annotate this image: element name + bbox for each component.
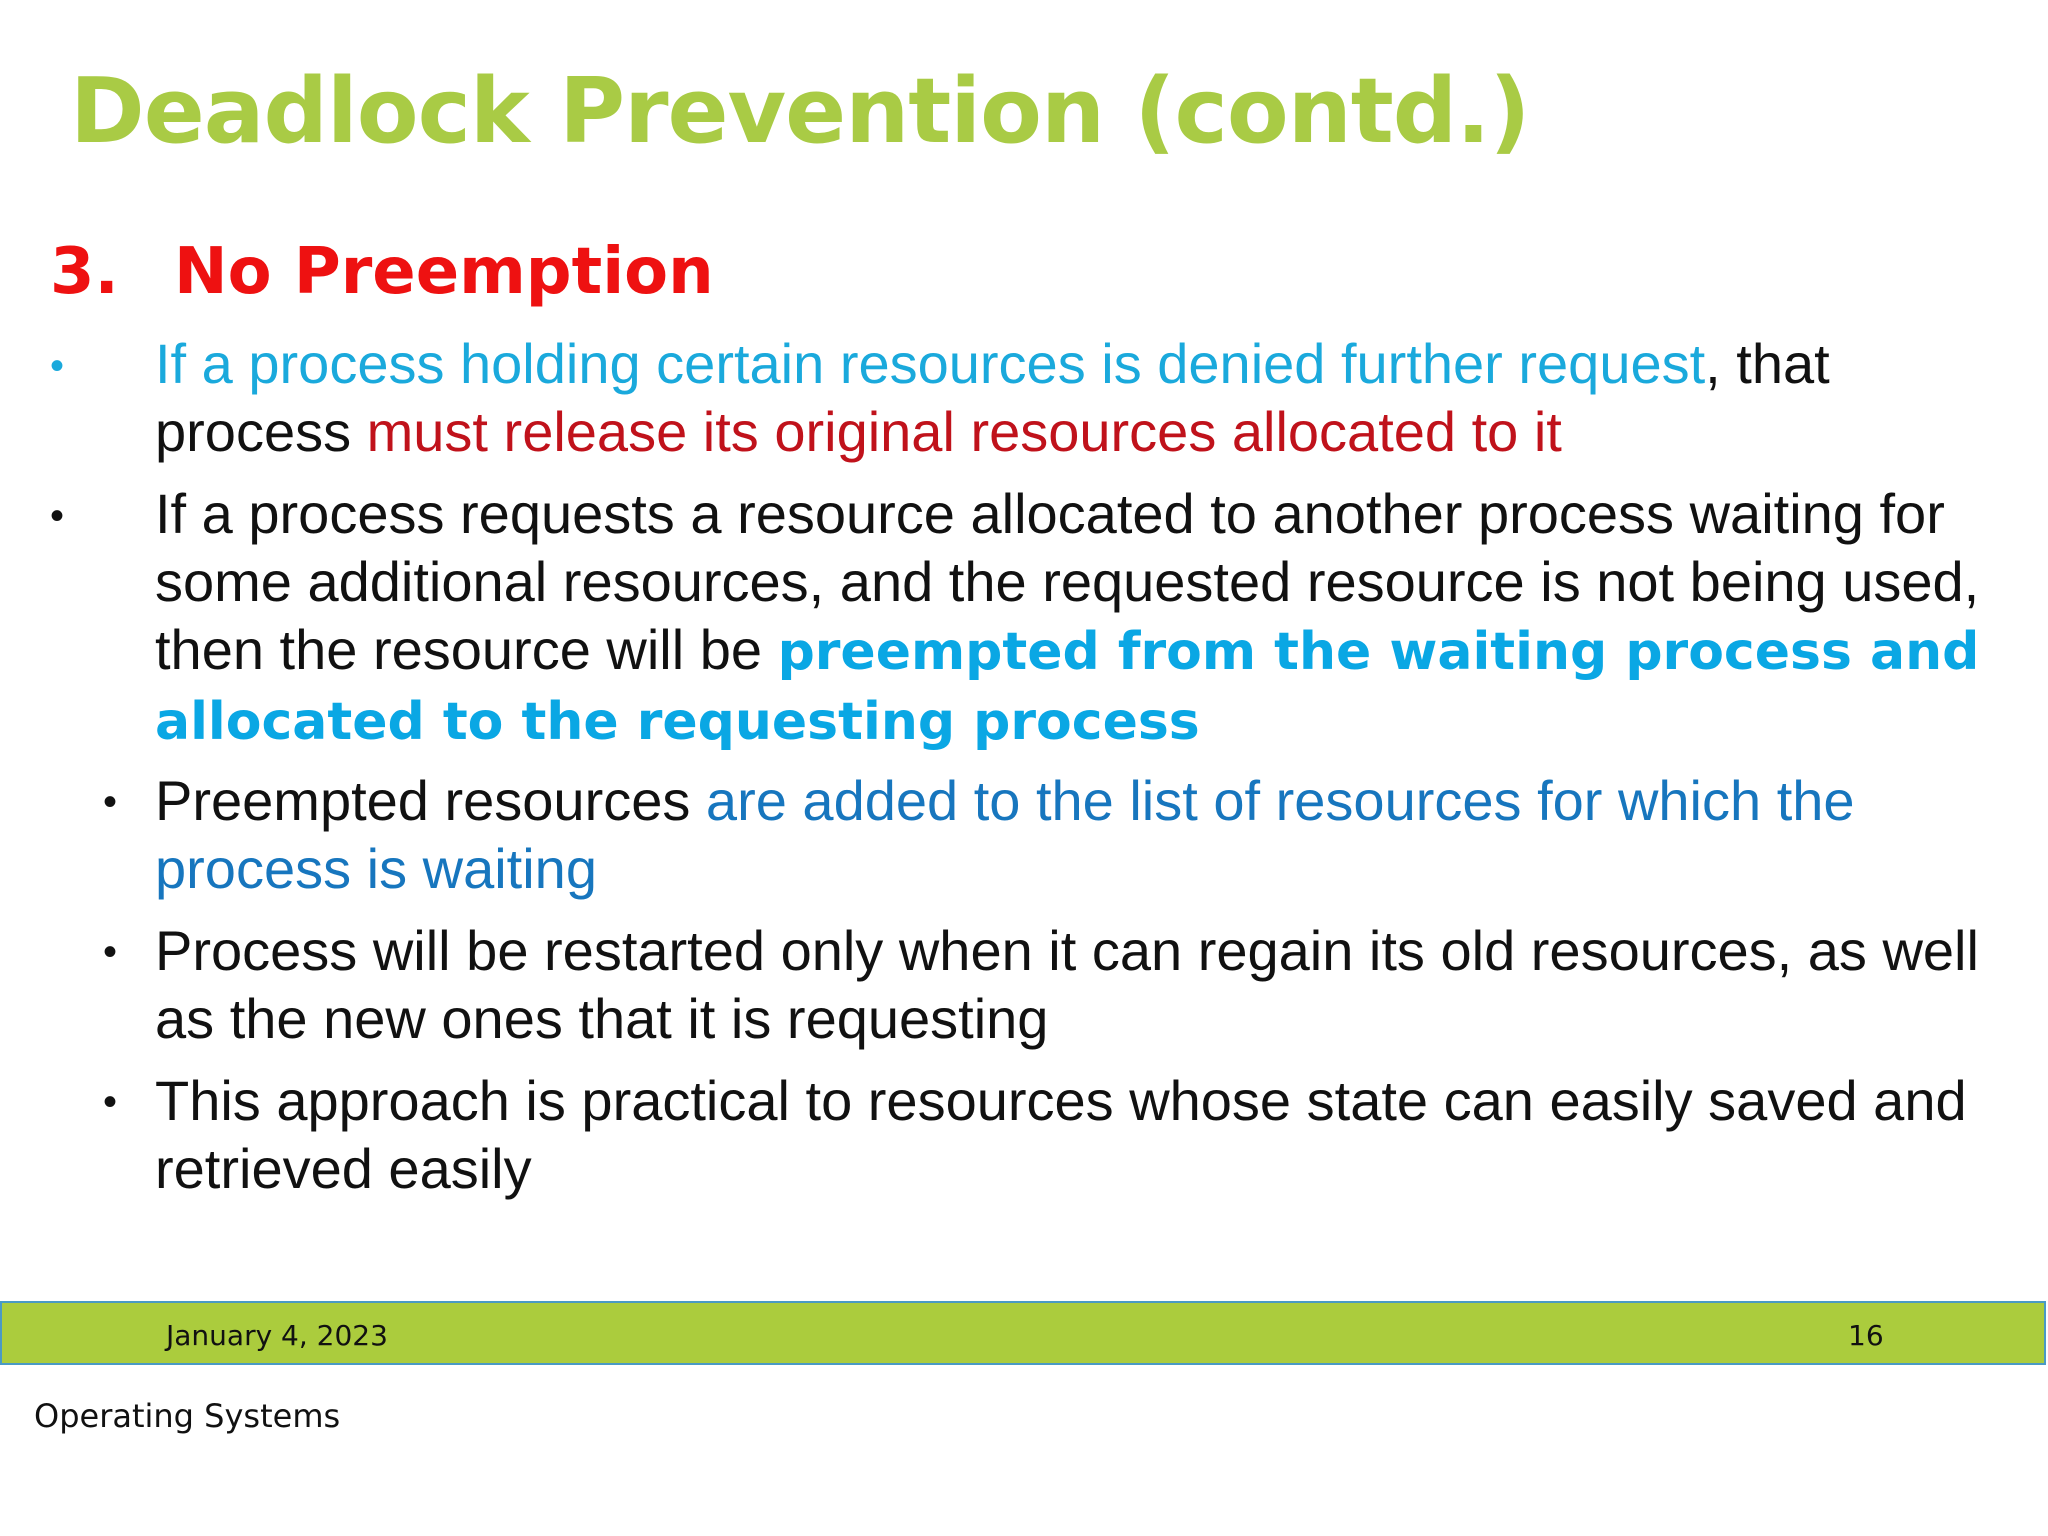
sub-bullet-item-1	[155, 767, 2005, 903]
bullet-item-2	[155, 480, 2015, 756]
bullet-marker-1: •	[50, 344, 65, 388]
bullet-1-highlight: If a process holding certain resources is denied further request	[155, 332, 1706, 395]
sub-bullet-marker-3: •	[103, 1080, 118, 1124]
bullet-2-plain: If a process requests a resource allocated to another process waiting for some additional resources, and the requested resource is not being used, then the resource will be	[155, 482, 1980, 681]
sub-bullet-item-2: Process will be restarted only when it can regain its old resources, as well as the new ones that it is requesting	[155, 919, 1979, 1050]
slide-title: Deadlock Prevention (contd.)	[70, 59, 1530, 164]
section-title: No Preemption	[174, 235, 714, 309]
sub-bullet-marker-2: •	[103, 930, 118, 974]
footer-date: January 4, 2023	[166, 1319, 388, 1352]
course-name: Operating Systems	[34, 1397, 341, 1435]
sub-bullet-marker-1: •	[103, 780, 118, 824]
page-number: 16	[1848, 1319, 1884, 1352]
bullet-2-emphasis: preempted from the waiting process and allocated to the requesting process	[155, 622, 1980, 752]
bullet-1-emphasis: must release its original resources allocated to it	[366, 400, 1562, 463]
section-number: 3.	[50, 235, 119, 309]
sub-bullet-1-highlight: are added to the list of resources for which the process is waiting	[155, 769, 1855, 900]
bullet-marker-2: •	[50, 494, 65, 538]
section-heading	[50, 234, 714, 311]
bullet-item-1	[155, 330, 2005, 466]
bullet-1-plain: , that process	[155, 332, 1830, 463]
sub-bullet-item-3: This approach is practical to resources whose state can easily saved and retrieved easily	[155, 1069, 1967, 1200]
sub-bullet-1-plain: Preempted resources	[155, 769, 706, 832]
